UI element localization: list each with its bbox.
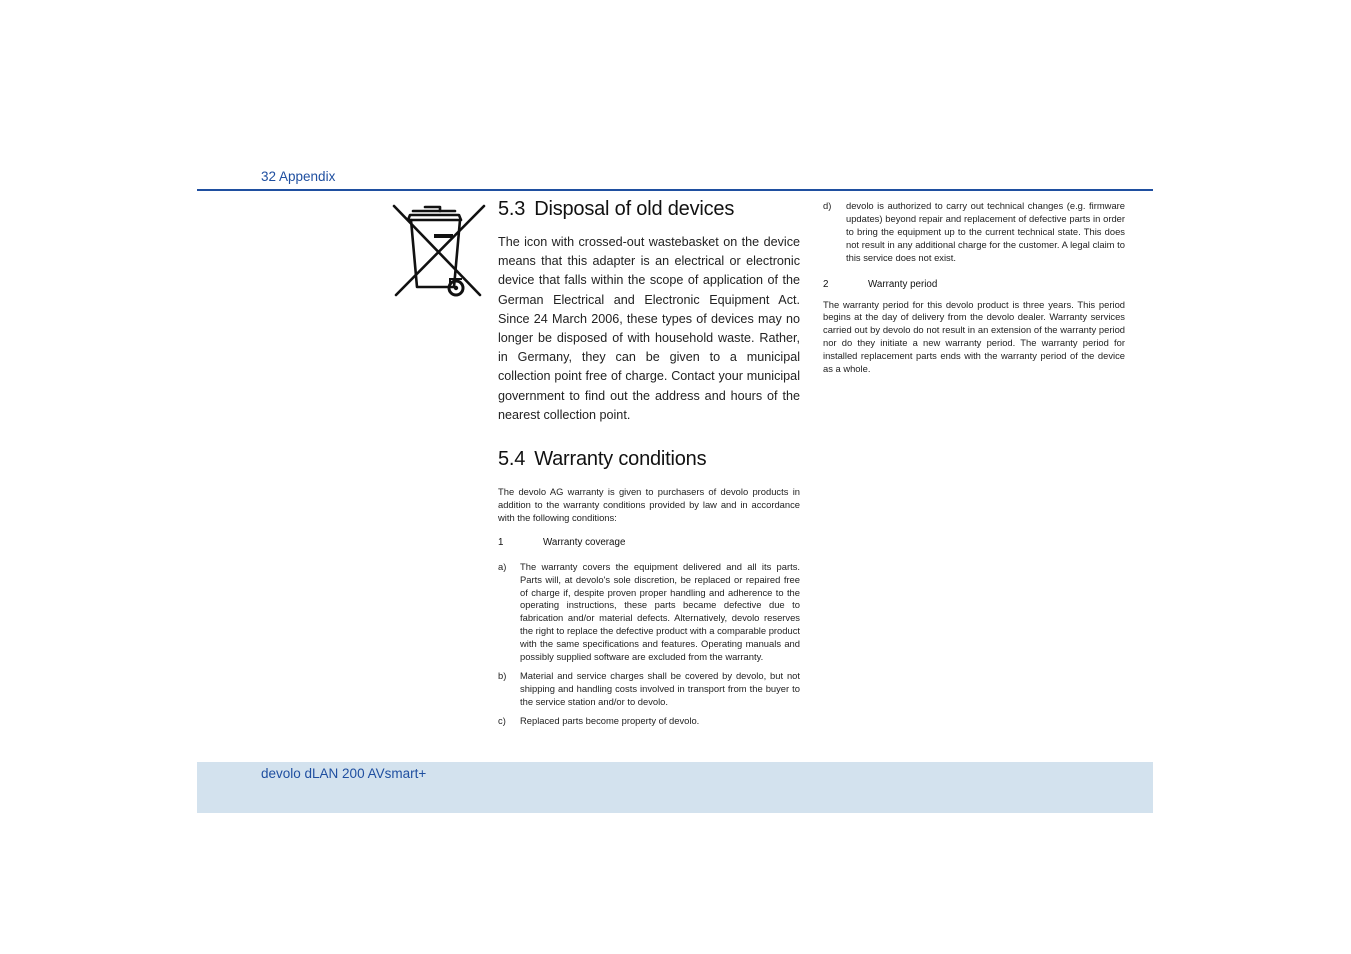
- right-column: [823, 200, 1125, 376]
- footer-band: [197, 762, 1153, 813]
- left-column: [498, 198, 800, 728]
- subheading-warranty-period: 2 Warranty period: [823, 278, 938, 290]
- disposal-paragraph: The icon with crossed-out wastebasket on the device means that this adapter is an electrical or electronic device that falls within the scope of application of the German Electrical and Electronic Equipment Act. Since 24 March 2006, these types of devices may no longer be disposed of with household waste. Rather, in Germany, they can be given to a municipal collection point free of charge. Contact your municipal government to find out the address and hours of the nearest collection point.: [498, 235, 800, 422]
- section-heading-warranty: 5.4 Warranty conditions: [498, 448, 707, 471]
- page-header-section: 32 Appendix: [261, 169, 336, 184]
- section-heading-disposal: 5.3 Disposal of old devices: [498, 198, 735, 220]
- crossed-out-wastebasket-icon: [392, 203, 486, 297]
- subheading-warranty-coverage: 1 Warranty coverage: [498, 536, 626, 548]
- header-rule: [197, 189, 1153, 191]
- list-item: d) devolo is authorized to carry out technical changes (e.g. firmware updates) beyond repair and replacement of defective parts in order to bring the equipment up to the current technical state. This does not result in any additional charge for the customer. A legal claim to this service does not exist.: [823, 200, 1125, 263]
- footer-product-name: devolo dLAN 200 AVsmart+: [261, 766, 427, 781]
- list-item: a) The warranty covers the equipment delivered and all its parts. Parts will, at devolo's sole discretion, be replaced or repaired free of charge if, despite proven proper handling and adherence to the operating instructions, these parts became defective due to fabrication and/or material defects. Alternatively, devolo reserves the right to replace the defective product with a comparable product with the same specifications and features. Operating manuals and possibly supplied software are excluded from the warranty.: [498, 560, 800, 663]
- list-item: c) Replaced parts become property of devolo.: [498, 714, 700, 726]
- warranty-intro: The devolo AG warranty is given to purchasers of devolo products in addition to the warranty conditions provided by law and in accordance with the following conditions:: [498, 486, 800, 523]
- list-item: b) Material and service charges shall be covered by devolo, but not shipping and handling costs involved in transport from the buyer to the service station and/or to devolo.: [498, 670, 800, 707]
- warranty-period-paragraph: The warranty period for this devolo product is three years. This period begins at the day of delivery from the devolo dealer. Warranty services carried out by devolo do not result in an extension of the warranty period nor do they initiate a new warranty period. The warranty period for installed replacement parts ends with the warranty period of the device as a whole.: [823, 298, 1125, 375]
